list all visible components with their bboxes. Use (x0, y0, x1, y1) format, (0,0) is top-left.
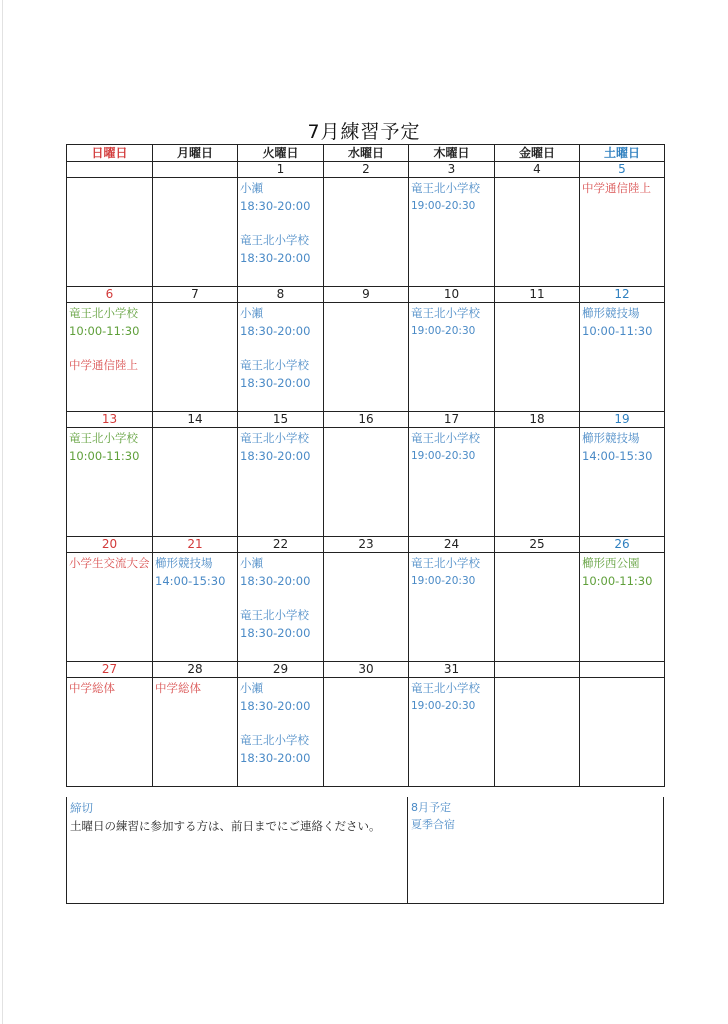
notes-panel (66, 797, 664, 904)
day-cell (580, 428, 665, 537)
deadline-note (67, 797, 408, 903)
date-number: 19 (580, 412, 665, 428)
weekday-thursday: 木曜日 (409, 145, 495, 162)
weekday-saturday: 土曜日 (580, 145, 665, 162)
weekday-monday: 月曜日 (153, 145, 238, 162)
event-line: 14:00-15:30 (582, 448, 653, 463)
week-date-row (67, 287, 665, 303)
event-line: 竜王北小学校 (411, 681, 480, 695)
event-line: 中学総体 (69, 681, 115, 695)
date-number: 25 (495, 537, 580, 553)
event-line: 小瀬 (240, 306, 263, 320)
event-line: 10:00-11:30 (69, 323, 140, 338)
event-line: 18:30-20:00 (240, 625, 311, 640)
page-edge (2, 0, 3, 1024)
date-number: 1 (238, 162, 324, 178)
date-number: 18 (495, 412, 580, 428)
event-line: 竜王北小学校 (411, 306, 480, 320)
august-text: 夏季合宿 (411, 818, 455, 831)
day-cell (67, 303, 153, 412)
date-number: 5 (580, 162, 665, 178)
date-number (67, 162, 153, 178)
event-line: 竜王北小学校 (240, 431, 309, 445)
event-line: 19:00-20:30 (411, 449, 476, 462)
page-title: 7月練習予定 (307, 121, 421, 143)
weekday-header-row (67, 145, 665, 162)
day-cell (495, 428, 580, 537)
day-cell (324, 428, 409, 537)
date-number: 13 (67, 412, 153, 428)
date-number: 6 (67, 287, 153, 303)
event-line: 14:00-15:30 (155, 573, 226, 588)
day-cell (495, 553, 580, 662)
date-number: 28 (153, 662, 238, 678)
date-number: 15 (238, 412, 324, 428)
date-number: 4 (495, 162, 580, 178)
event-line: 10:00-11:30 (582, 573, 653, 588)
week-date-row (67, 162, 665, 178)
day-cell (495, 303, 580, 412)
event-line: 18:30-20:00 (240, 250, 311, 265)
day-cell (324, 303, 409, 412)
event-spacer (240, 715, 322, 732)
august-label: 8月予定 (411, 801, 451, 814)
event-line: 竜王北小学校 (411, 556, 480, 570)
event-line: 中学通信陸上 (582, 181, 651, 195)
day-cell (324, 553, 409, 662)
calendar-weeks (67, 162, 665, 787)
day-cell (409, 303, 495, 412)
event-line: 竜王北小学校 (240, 608, 309, 622)
week-date-row (67, 662, 665, 678)
date-number: 16 (324, 412, 409, 428)
day-cell (409, 178, 495, 287)
date-number (495, 662, 580, 678)
day-cell (153, 553, 238, 662)
day-cell (153, 678, 238, 787)
day-cell (580, 678, 665, 787)
august-note (408, 797, 663, 907)
event-line: 竜王北小学校 (411, 181, 480, 195)
day-cell (409, 428, 495, 537)
event-spacer (69, 340, 151, 357)
day-cell (409, 553, 495, 662)
deadline-text: 土曜日の練習に参加する方は、前日までにご連絡ください。 (70, 819, 381, 833)
event-line: 櫛形競技場 (155, 556, 213, 570)
day-cell (67, 428, 153, 537)
event-line: 小学生交流大会 (69, 556, 150, 570)
date-number: 8 (238, 287, 324, 303)
date-number: 11 (495, 287, 580, 303)
day-cell (153, 178, 238, 287)
event-line: 19:00-20:30 (411, 574, 476, 587)
date-number: 26 (580, 537, 665, 553)
day-cell (495, 178, 580, 287)
event-line: 櫛形競技場 (582, 431, 640, 445)
day-cell (67, 178, 153, 287)
event-line: 18:30-20:00 (240, 198, 311, 213)
event-line: 18:30-20:00 (240, 448, 311, 463)
date-number: 31 (409, 662, 495, 678)
event-line: 小瀬 (240, 681, 263, 695)
event-line: 18:30-20:00 (240, 323, 311, 338)
date-number (580, 662, 665, 678)
day-cell (238, 303, 324, 412)
day-cell (153, 428, 238, 537)
date-number: 24 (409, 537, 495, 553)
event-line: 10:00-11:30 (582, 323, 653, 338)
event-line: 竜王北小学校 (240, 358, 309, 372)
event-line: 竜王北小学校 (69, 306, 138, 320)
date-number: 17 (409, 412, 495, 428)
event-line: 18:30-20:00 (240, 375, 311, 390)
week-date-row (67, 537, 665, 553)
date-number: 22 (238, 537, 324, 553)
date-number: 3 (409, 162, 495, 178)
day-cell (238, 178, 324, 287)
day-cell (67, 678, 153, 787)
weekday-tuesday: 火曜日 (238, 145, 324, 162)
day-cell (580, 553, 665, 662)
date-number: 27 (67, 662, 153, 678)
date-number (153, 162, 238, 178)
date-number: 14 (153, 412, 238, 428)
date-number: 2 (324, 162, 409, 178)
day-cell (238, 428, 324, 537)
day-cell (580, 178, 665, 287)
day-cell (495, 678, 580, 787)
date-number: 10 (409, 287, 495, 303)
weekday-wednesday: 水曜日 (324, 145, 409, 162)
event-line: 櫛形西公園 (582, 556, 640, 570)
event-line: 18:30-20:00 (240, 750, 311, 765)
event-spacer (240, 590, 322, 607)
day-cell (324, 678, 409, 787)
week-event-row (67, 178, 665, 287)
event-line: 竜王北小学校 (69, 431, 138, 445)
event-line: 中学通信陸上 (69, 358, 138, 372)
week-event-row (67, 428, 665, 537)
event-line: 18:30-20:00 (240, 698, 311, 713)
date-number: 23 (324, 537, 409, 553)
day-cell (409, 678, 495, 787)
date-number: 7 (153, 287, 238, 303)
event-line: 櫛形競技場 (582, 306, 640, 320)
weekday-friday: 金曜日 (495, 145, 580, 162)
day-cell (238, 678, 324, 787)
event-line: 19:00-20:30 (411, 199, 476, 212)
event-line: 竜王北小学校 (240, 233, 309, 247)
week-date-row (67, 412, 665, 428)
date-number: 21 (153, 537, 238, 553)
event-line: 竜王北小学校 (240, 733, 309, 747)
date-number: 20 (67, 537, 153, 553)
event-spacer (240, 215, 322, 232)
day-cell (67, 553, 153, 662)
date-number: 30 (324, 662, 409, 678)
week-event-row (67, 303, 665, 412)
day-cell (324, 178, 409, 287)
event-line: 19:00-20:30 (411, 699, 476, 712)
week-event-row (67, 553, 665, 662)
date-number: 12 (580, 287, 665, 303)
week-event-row (67, 678, 665, 787)
event-line: 中学総体 (155, 681, 201, 695)
event-line: 19:00-20:30 (411, 324, 476, 337)
day-cell (580, 303, 665, 412)
event-line: 竜王北小学校 (411, 431, 480, 445)
event-line: 小瀬 (240, 181, 263, 195)
deadline-label: 締切 (70, 801, 93, 815)
date-number: 9 (324, 287, 409, 303)
day-cell (153, 303, 238, 412)
event-line: 18:30-20:00 (240, 573, 311, 588)
date-number: 29 (238, 662, 324, 678)
event-line: 10:00-11:30 (69, 448, 140, 463)
day-cell (238, 553, 324, 662)
calendar-table (66, 144, 665, 787)
event-line: 小瀬 (240, 556, 263, 570)
event-spacer (240, 340, 322, 357)
weekday-sunday: 日曜日 (67, 145, 153, 162)
